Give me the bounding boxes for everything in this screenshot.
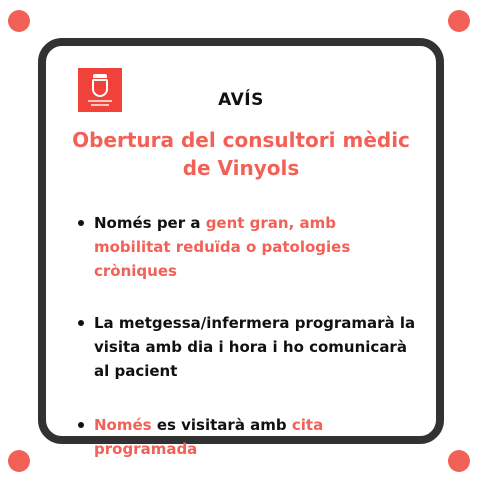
- notice-bullet-list: [74, 211, 416, 461]
- notice-heading: AVÍS: [218, 90, 264, 110]
- bullet-item: [74, 311, 416, 383]
- bullet-text: Només per a: [94, 214, 206, 232]
- corner-dot-icon: [448, 10, 470, 32]
- notice-title: [66, 126, 416, 182]
- title-line-1: Obertura del consultori mèdic: [72, 128, 410, 152]
- notice-card: [38, 38, 444, 458]
- corner-dot-icon: [8, 450, 30, 472]
- bullet-item: [74, 413, 416, 461]
- bullet-highlight: Només: [94, 416, 152, 434]
- corner-dot-icon: [8, 10, 30, 32]
- title-line-2: de Vinyols: [182, 156, 300, 180]
- corner-dot-icon: [448, 450, 470, 472]
- bullet-text: La metgessa/infermera programarà la visita amb dia i hora i ho comunicarà al pacient: [94, 314, 416, 380]
- bullet-highlight: gent gran, amb mobilitat reduïda o patologies cròniques: [94, 214, 351, 280]
- bullet-text: es visitarà amb: [151, 416, 292, 434]
- bullet-highlight: cita programada: [94, 416, 324, 458]
- bullet-item: [74, 211, 416, 283]
